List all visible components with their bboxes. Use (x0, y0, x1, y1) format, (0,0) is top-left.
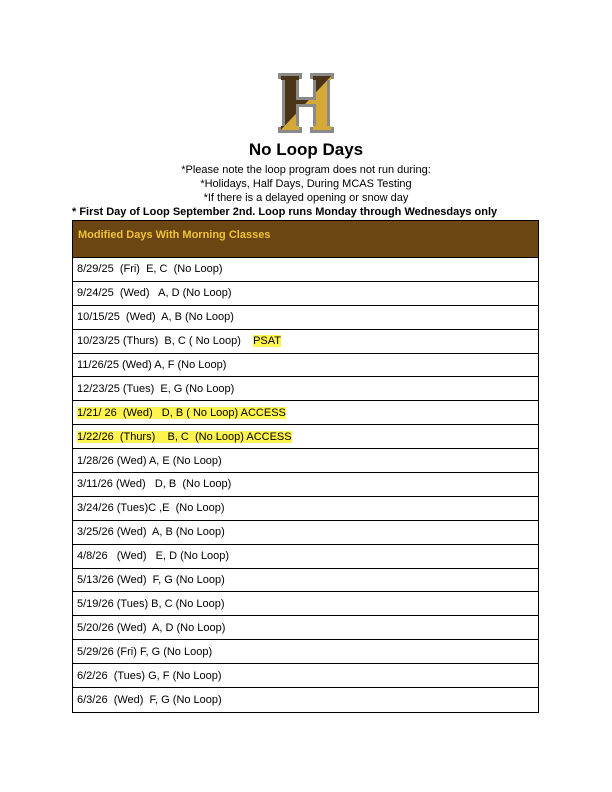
row-text: 5/20/26 (Wed) A, D (No Loop) (77, 621, 226, 634)
table-row (73, 282, 538, 306)
note-line: *Holidays, Half Days, During MCAS Testing (200, 178, 412, 190)
table-row (73, 401, 538, 425)
row-text: 1/28/26 (Wed) A, E (No Loop) (77, 454, 222, 467)
page-title: No Loop Days (248, 140, 364, 159)
row-text: 5/13/26 (Wed) F, G (No Loop) (77, 574, 225, 587)
table-row (73, 545, 538, 569)
first-day-note: * First Day of Loop September 2nd. Loop runs Monday through Wednesdays only (72, 206, 498, 218)
row-tag: PSAT (253, 335, 281, 348)
row-text: 6/3/26 (Wed) F, G (No Loop) (77, 693, 222, 706)
table-row (73, 473, 538, 497)
row-text: 5/19/26 (Tues) B, C (No Loop) (77, 597, 225, 610)
table-row (73, 569, 538, 593)
school-logo-h-icon (278, 73, 334, 133)
row-text: 3/24/26 (Tues)C ,E (No Loop) (77, 502, 225, 515)
table-row (73, 354, 538, 378)
table-row (73, 664, 538, 688)
table-heading: Modified Days With Morning Classes (73, 221, 538, 258)
row-text: 9/24/25 (Wed) A, D (No Loop) (77, 287, 232, 300)
table-row (73, 616, 538, 640)
table-row (73, 377, 538, 401)
table-row (73, 330, 538, 354)
row-text: 12/23/25 (Tues) E, G (No Loop) (77, 382, 235, 395)
row-text: 5/29/26 (Fri) F, G (No Loop) (77, 645, 213, 658)
table-row (73, 306, 538, 330)
row-text: 8/29/25 (Fri) E, C (No Loop) (77, 263, 223, 276)
table-row (73, 688, 538, 712)
note-line: *If there is a delayed opening or snow day (203, 192, 409, 204)
no-loop-days-table (72, 220, 539, 713)
row-text: 3/25/26 (Wed) A, B (No Loop) (77, 526, 225, 539)
table-row (73, 521, 538, 545)
row-text: 1/22/26 (Thurs) B, C (No Loop) ACCESS (77, 430, 292, 443)
row-text: 10/23/25 (Thurs) B, C ( No Loop) (77, 335, 254, 348)
table-row (73, 449, 538, 473)
table-row (73, 592, 538, 616)
row-text: 3/11/26 (Wed) D, B (No Loop) (77, 478, 232, 491)
row-text: 1/21/ 26 (Wed) D, B ( No Loop) ACCESS (77, 406, 286, 419)
row-text: 11/26/25 (Wed) A, F (No Loop) (77, 359, 227, 371)
row-text: 6/2/26 (Tues) G, F (No Loop) (77, 669, 222, 682)
table-row (73, 640, 538, 664)
row-text: 10/15/25 (Wed) A, B (No Loop) (77, 311, 234, 324)
table-row (73, 425, 538, 449)
note-line: *Please note the loop program does not run during: (181, 164, 431, 176)
row-text: 4/8/26 (Wed) E, D (No Loop) (77, 550, 230, 563)
table-row (73, 497, 538, 521)
table-row (73, 258, 538, 282)
